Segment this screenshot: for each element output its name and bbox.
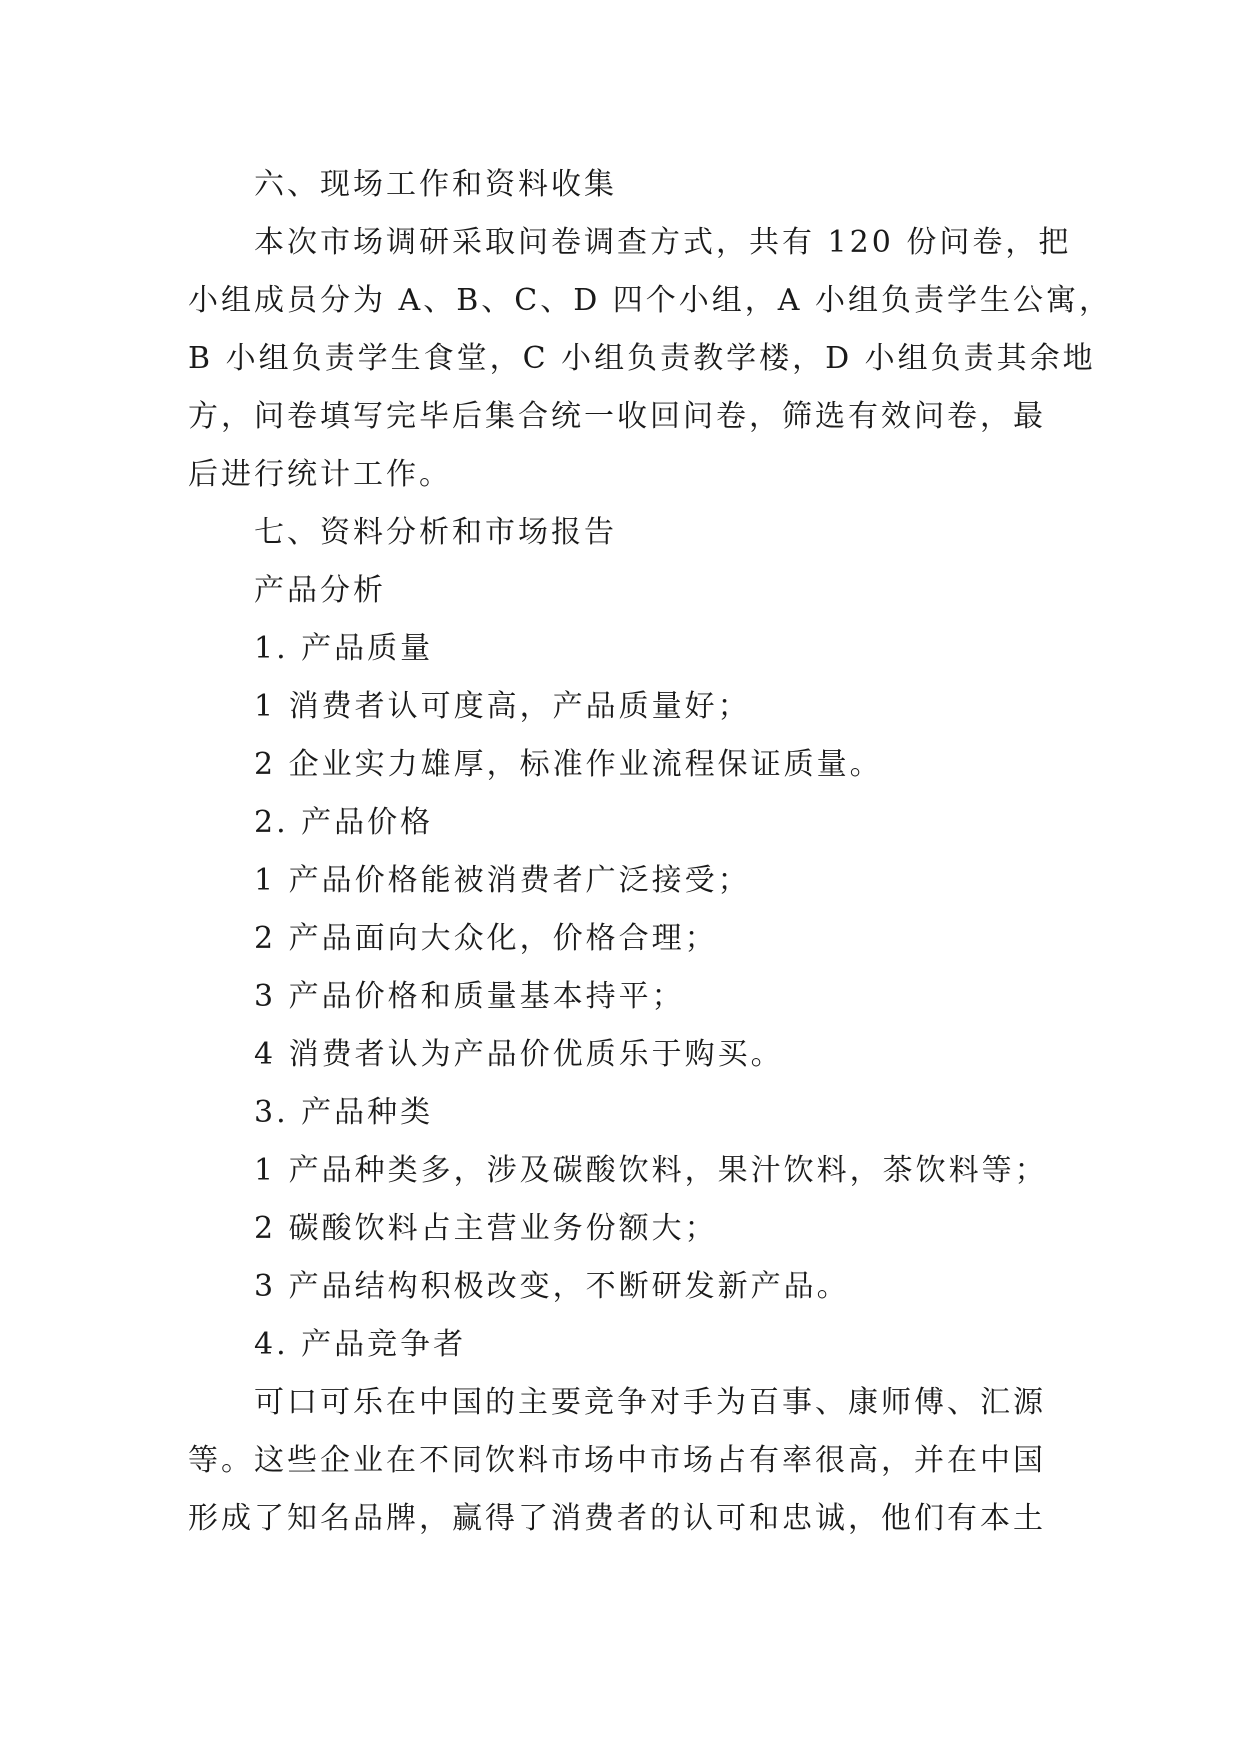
list-heading: 4. 产品竞争者 [254, 1327, 467, 1362]
list-heading: 2. 产品价格 [254, 805, 434, 840]
list-item: 1 消费者认可度高，产品质量好； [254, 689, 751, 724]
paragraph-line: 可口可乐在中国的主要竞争对手为百事、康师傅、汇源 [254, 1385, 1046, 1420]
list-heading: 1. 产品质量 [254, 631, 434, 666]
paragraph-line: B 小组负责学生食堂，C 小组负责教学楼，D 小组负责其余地 [188, 341, 1096, 376]
paragraph-line: 形成了知名品牌，赢得了消费者的认可和忠诚，他们有本土 [188, 1501, 1046, 1536]
section-heading-7: 七、资料分析和市场报告 [254, 515, 617, 550]
paragraph-line: 等。这些企业在不同饮料市场中市场占有率很高，并在中国 [188, 1443, 1046, 1478]
list-item: 1 产品种类多，涉及碳酸饮料，果汁饮料，茶饮料等； [254, 1153, 1048, 1188]
list-item: 2 碳酸饮料占主营业务份额大； [254, 1211, 718, 1246]
list-item: 3 产品结构积极改变，不断研发新产品。 [254, 1269, 850, 1304]
list-item: 2 企业实力雄厚，标准作业流程保证质量。 [254, 747, 883, 782]
list-item: 2 产品面向大众化，价格合理； [254, 921, 718, 956]
list-item: 3 产品价格和质量基本持平； [254, 979, 685, 1014]
list-item: 1 产品价格能被消费者广泛接受； [254, 863, 751, 898]
paragraph-line: 小组成员分为 A、B、C、D 四个小组，A 小组负责学生公寓， [188, 283, 1112, 318]
paragraph-line: 后进行统计工作。 [188, 457, 452, 492]
subsection-heading: 产品分析 [254, 573, 386, 608]
paragraph-line: 方，问卷填写完毕后集合统一收回问卷，筛选有效问卷，最 [188, 399, 1046, 434]
list-item: 4 消费者认为产品价优质乐于购买。 [254, 1037, 784, 1072]
list-heading: 3. 产品种类 [254, 1095, 434, 1130]
section-heading-6: 六、现场工作和资料收集 [254, 167, 617, 202]
paragraph-line: 本次市场调研采取问卷调查方式，共有 120 份问卷，把 [254, 225, 1072, 260]
